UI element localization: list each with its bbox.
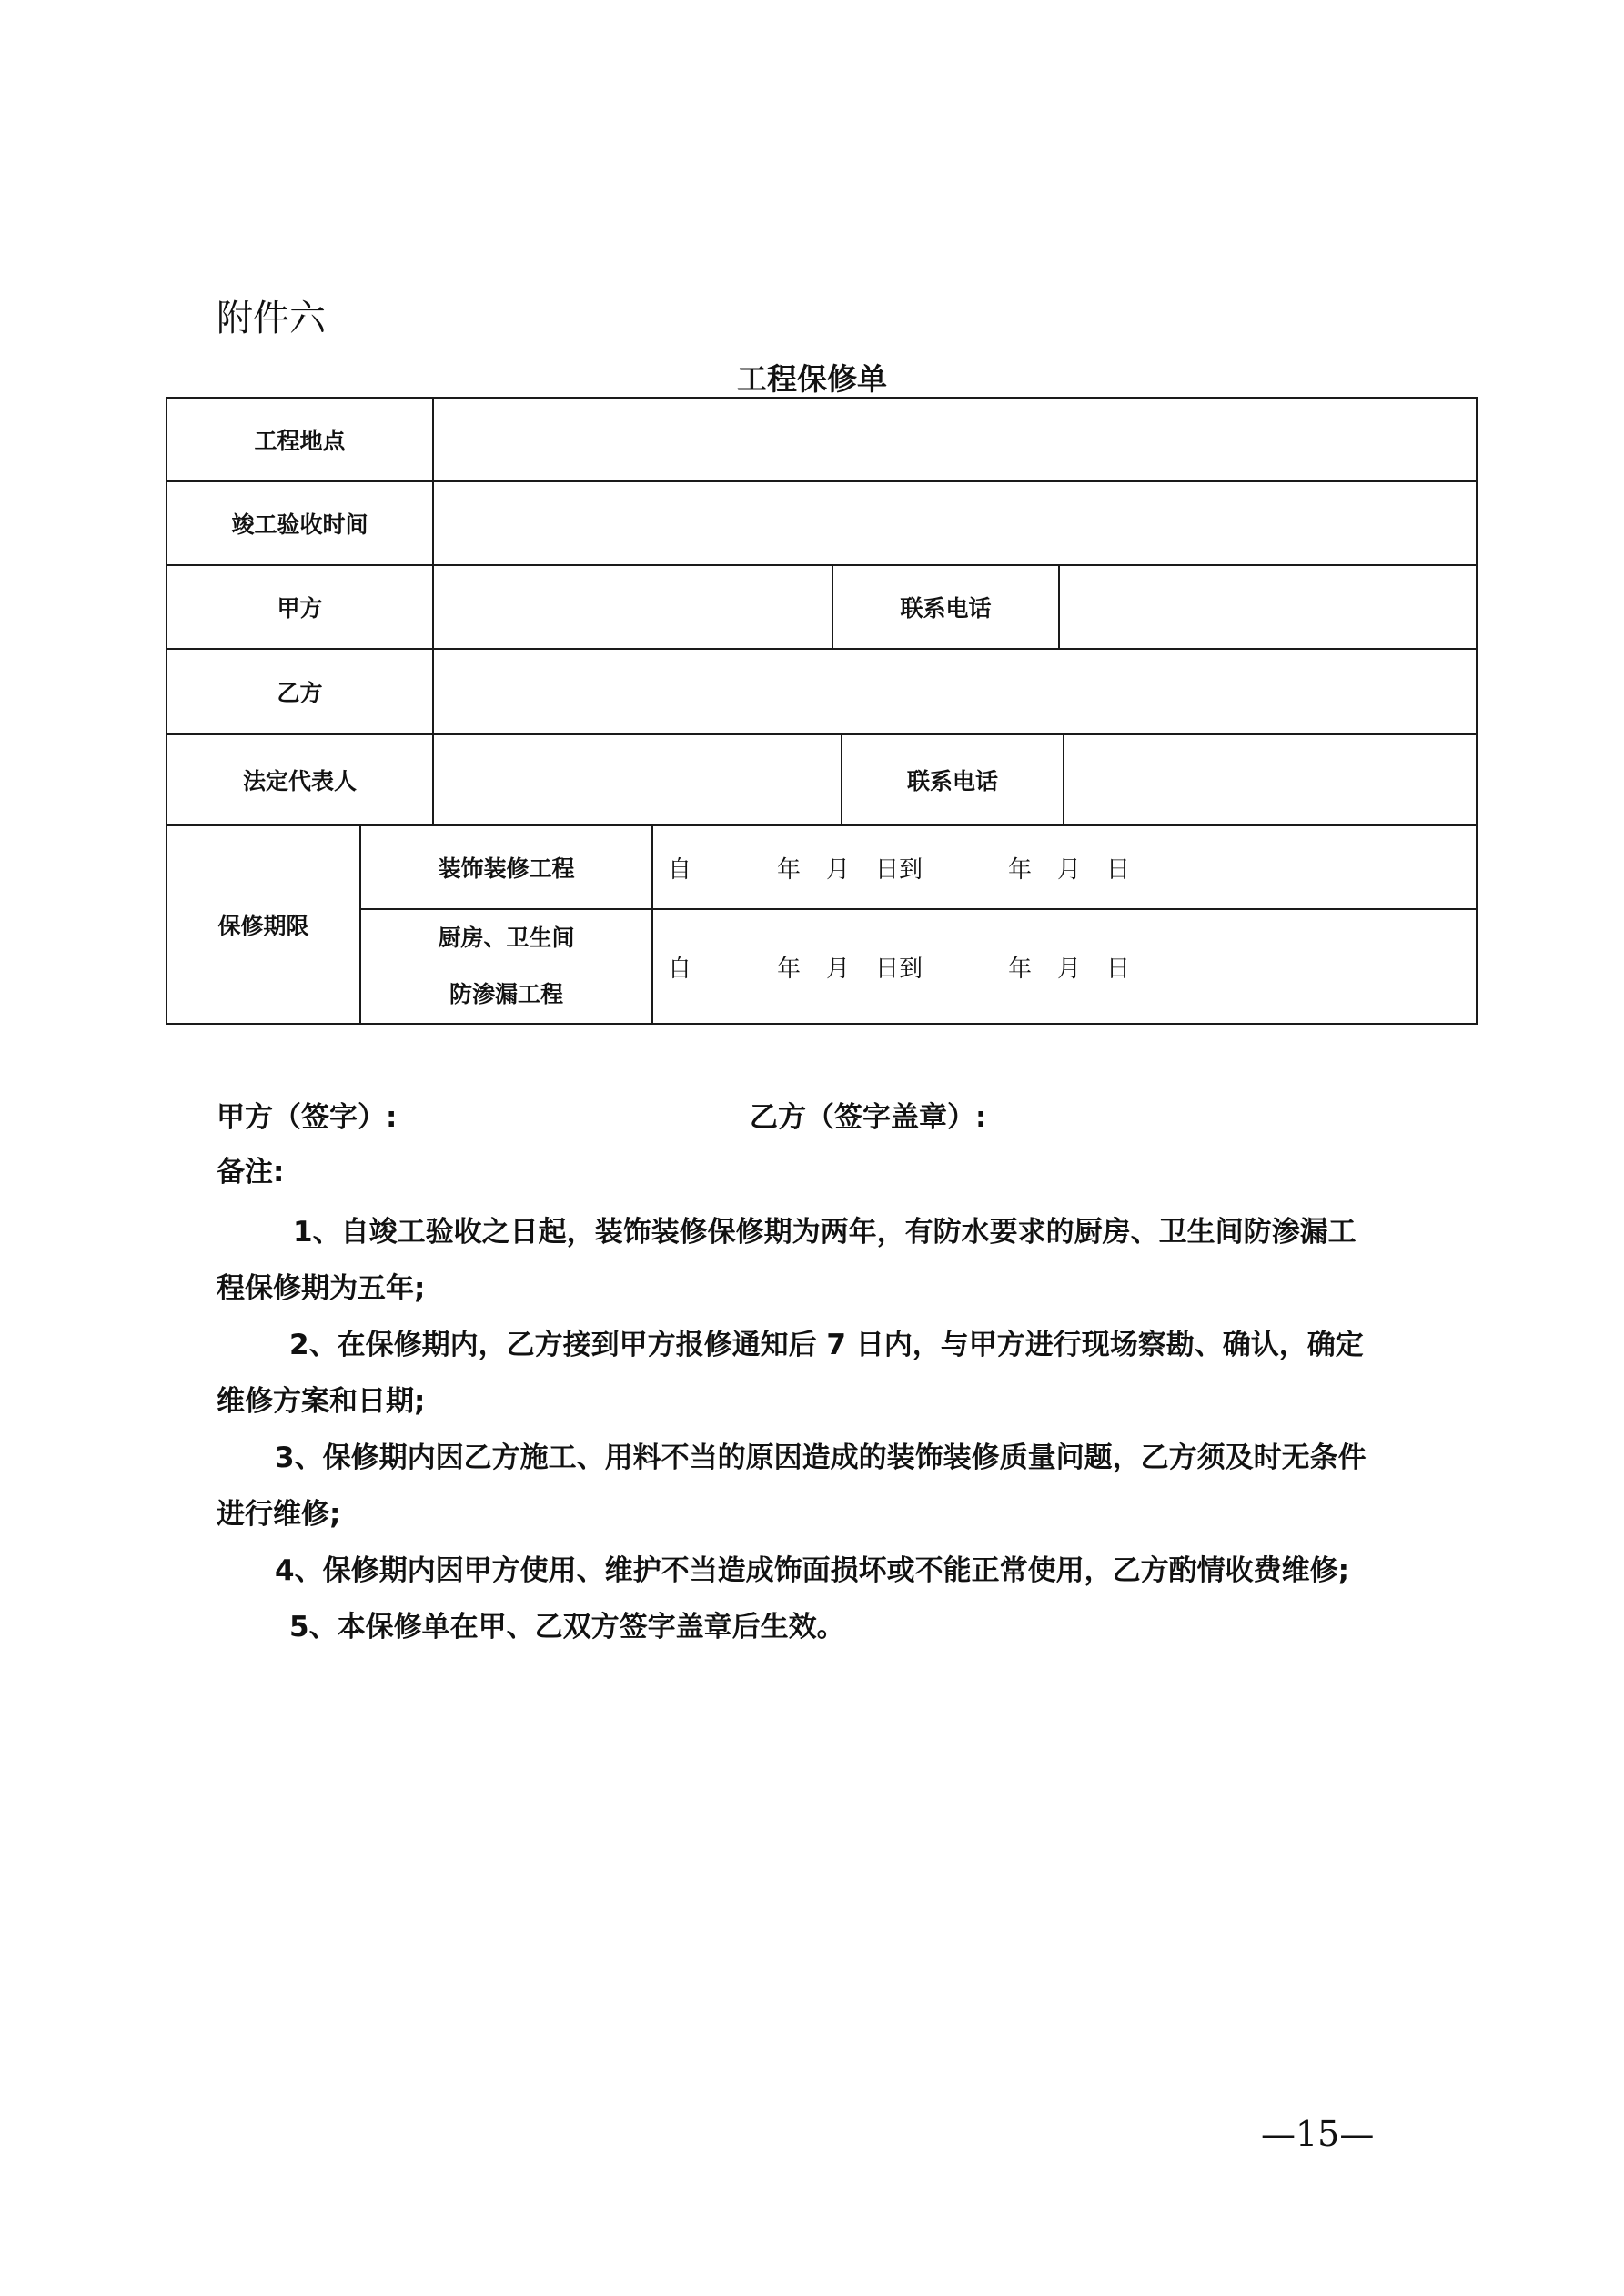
note-line: 维修方案和日期; xyxy=(217,1385,426,1418)
period-month-text: 月 xyxy=(1057,955,1082,983)
party-b-signature-label: 乙方（签字盖章）: xyxy=(750,1101,987,1134)
project-location-field[interactable] xyxy=(434,399,1476,480)
period-day-to-text: 日到 xyxy=(875,855,923,884)
table-border-bottom xyxy=(166,1023,1478,1025)
period-day-text: 日 xyxy=(1106,955,1131,983)
page-number: —15— xyxy=(1261,2114,1375,2154)
form-title: 工程保修单 xyxy=(737,361,887,397)
period-from-text: 自 xyxy=(668,955,692,983)
party-a-contact-phone-field[interactable] xyxy=(1060,566,1476,648)
note-line: 5、本保修单在甲、乙双方签字盖章后生效。 xyxy=(289,1611,845,1644)
kitchen-bathroom-label-line1: 厨房、卫生间 xyxy=(438,925,575,951)
completion-acceptance-time-field[interactable] xyxy=(434,482,1476,564)
table-border-right xyxy=(1476,397,1478,1025)
note-line: 4、保修期内因甲方使用、维护不当造成饰面损坏或不能正常使用，乙方酌情收费维修; xyxy=(275,1554,1349,1587)
attachment-label: 附件六 xyxy=(217,298,326,339)
party-a-label: 甲方 xyxy=(277,595,323,622)
kitchen-bathroom-label-line2: 防渗漏工程 xyxy=(449,981,563,1007)
period-year-text: 年 xyxy=(777,855,802,884)
period-year-text: 年 xyxy=(777,955,802,983)
note-line: 3、保修期内因乙方施工、用料不当的原因造成的装饰装修质量问题，乙方须及时无条件 xyxy=(275,1441,1367,1474)
contact-phone-label: 联系电话 xyxy=(906,768,998,794)
note-line: 进行维修; xyxy=(217,1498,341,1531)
party-a-field[interactable] xyxy=(434,566,832,648)
notes-title: 备注: xyxy=(217,1156,285,1188)
legal-rep-contact-phone-field[interactable] xyxy=(1064,735,1476,824)
project-location-label: 工程地点 xyxy=(254,428,346,454)
period-day-to-text: 日到 xyxy=(875,955,923,983)
period-from-text: 自 xyxy=(668,855,692,884)
warranty-period-label: 保修期限 xyxy=(217,913,309,939)
contact-phone-label: 联系电话 xyxy=(900,595,992,622)
period-month-text: 月 xyxy=(826,955,851,983)
decoration-work-label: 装饰装修工程 xyxy=(438,855,575,882)
period-day-text: 日 xyxy=(1106,855,1131,884)
party-a-signature-label: 甲方（签字）: xyxy=(217,1101,398,1134)
party-b-field[interactable] xyxy=(434,650,1476,733)
decoration-period-field[interactable] xyxy=(653,826,1476,908)
legal-representative-label: 法定代表人 xyxy=(242,768,357,794)
party-b-label: 乙方 xyxy=(277,680,323,706)
period-month-text: 月 xyxy=(826,855,851,884)
note-line: 程保修期为五年; xyxy=(217,1272,426,1305)
period-year-text: 年 xyxy=(1008,855,1033,884)
period-month-text: 月 xyxy=(1057,855,1082,884)
note-line: 2、在保修期内，乙方接到甲方报修通知后 7 日内，与甲方进行现场察勘、确认，确定 xyxy=(289,1329,1364,1361)
period-year-text: 年 xyxy=(1008,955,1033,983)
note-line: 1、自竣工验收之日起，装饰装修保修期为两年，有防水要求的厨房、卫生间防渗漏工 xyxy=(293,1216,1357,1249)
legal-representative-field[interactable] xyxy=(434,735,841,824)
kitchen-bathroom-leakproof-label xyxy=(361,910,651,1023)
kitchen-bathroom-period-field[interactable] xyxy=(653,910,1476,1023)
completion-acceptance-time-label: 竣工验收时间 xyxy=(231,511,368,538)
